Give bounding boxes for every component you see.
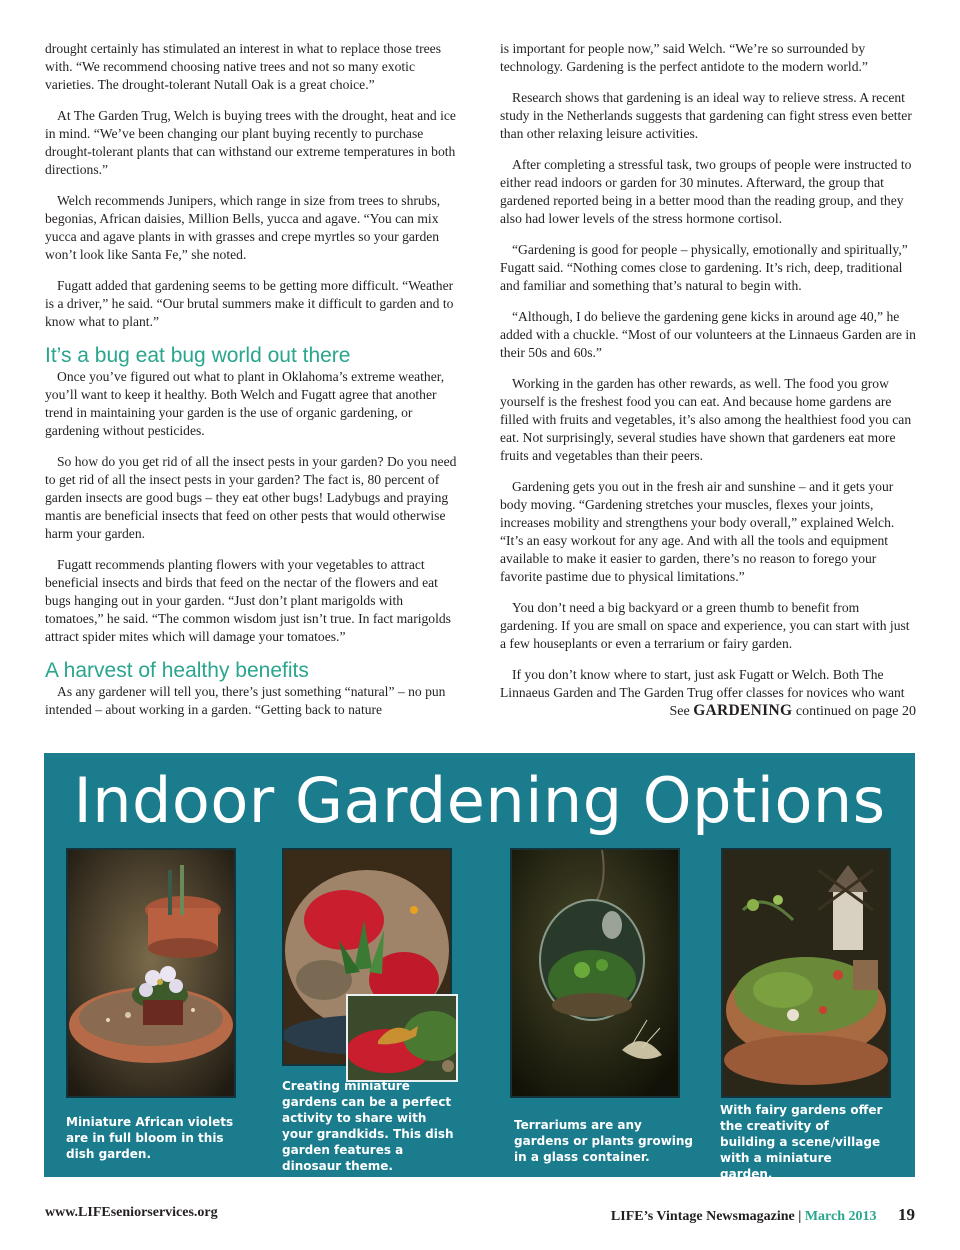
body-paragraph: Fugatt added that gardening seems to be getting more difficult. “Weather is a driver,” he said. “Our brutal summers make it difficult to garden and to know what to plant.” [45,278,454,329]
body-paragraph: As any gardener will tell you, there’s just something “natural” – no pun intended – about working in a garden. “Getting back to nature [45,684,446,717]
body-paragraph: Research shows that gardening is an ideal way to relieve stress. A recent study in the Netherlands suggests that gardening can fight stress even better than other relaxing leisure activities. [500,90,912,141]
section-heading: A harvest of healthy benefits [45,659,309,682]
panel-title: Indoor Gardening Options [73,764,886,837]
right-column [500,40,916,702]
body-paragraph: You don’t need a big backyard or a green thumb to benefit from gardening. If you are small on space and experience, you can start with just a few houseplants or even a terrarium or fairy garden. [500,600,910,651]
photo-caption: Creating miniature gardens can be a perfect activity to share with your grandkids. This dish garden features a dinosaur theme. [282,1079,454,1173]
left-column [45,40,460,719]
body-paragraph: So how do you get rid of all the insect pests in your garden? Do you need to get rid of all the insect pests in your garden? The fact is, 80 percent of garden insects are good bugs – they eat other bugs! Ladybugs and praying mantis are beneficial insects that feed on other pests that would otherwise harm your garden. [45,454,457,541]
body-paragraph: If you don’t know where to start, just ask Fugatt or Welch. Both The Linnaeus Garden and The Garden Trug offer classes for novices who want [500,667,905,700]
body-paragraph: Gardening gets you out in the fresh air and sunshine – and it gets your body moving. “Gardening stretches your muscles, flexes your joints, increases mobility and strengthens your body overall,” explained Welch. “It’s an easy workout for any age. And with all the tools and equipment available to make it easier to garden, there’s no reason to forego your favorite pastime due to physical limitations.” [500,479,895,584]
terrarium-photo [510,848,680,1098]
footer-website: www.LIFEseniorservices.org [45,1205,218,1220]
body-paragraph: After completing a stressful task, two groups of people were instructed to either read indoors or garden for 30 minutes. Afterward, the group that gardened reported being in a better mood than the reading group, and they also had lower levels of the stress hormone cortisol. [500,157,912,226]
fairy-garden-photo [721,848,891,1098]
body-paragraph: Welch recommends Junipers, which range in size from trees to shrubs, begonias, African daisies, Million Bells, yucca and agave. “You can mix yucca and agave plants in with grasses and crepe myrtles so your garden won’t look like Santa Fe,” she noted. [45,193,441,262]
photo-caption: Terrariums are any gardens or plants growing in a glass container. [514,1118,694,1164]
body-paragraph: Working in the garden has other rewards, as well. The food you grow yourself is the freshest food you can eat. And because home gardens are filled with fruits and vegetables, it’s also among the healthiest food you can eat. Not surprisingly, several studies have shown that gardeners eat more fruits and vegetables than their peers. [500,376,912,463]
photo-caption: With fairy gardens offer the creativity of building a scene/village with a miniature garden. [720,1103,883,1181]
body-paragraph: Once you’ve figured out what to plant in Oklahoma’s extreme weather, you’ll want to keep it healthy. Both Welch and Fugatt agree that another trend in maintaining your garden is the use of organic gardening, or gardening without pesticides. [45,369,445,438]
issue-month: March 2013 [804,1209,877,1224]
dinosaur-closeup-photo [346,994,458,1082]
body-paragraph: is important for people now,” said Welch. “We’re so surrounded by technology. Gardening is the perfect antidote to the modern world.” [500,41,868,74]
body-paragraph: “Although, I do believe the gardening gene kicks in around age 40,” he added with a chuckle. “Most of our volunteers at the Linnaeus Garden are in their 50s and 60s.” [500,309,916,360]
body-paragraph: At The Garden Trug, Welch is buying trees with the drought, heat and ice in mind. “We’ve been changing our plant buying recently to purchase drought-tolerant plants that can withstand our extreme temperatures in both directions.” [45,108,456,177]
publication-name: LIFE’s Vintage Newsmagazine | [610,1209,802,1224]
photo-caption: Miniature African violets are in full bloom in this dish garden. [66,1115,234,1161]
body-paragraph: Fugatt recommends planting flowers with your vegetables to attract beneficial insects and birds that feed on the nectar of the flowers and eat bugs hanging out in your garden. “Just don’t plant marigolds with tomatoes,” he said. “The common wisdom just isn’t true. In fact marigolds attract spider mites which will damage your tomatoes.” [45,557,451,644]
continued-notice [500,702,916,720]
body-paragraph: drought certainly has stimulated an interest in what to replace those trees with. “We recommend choosing native trees and not so many exotic varieties. The drought-tolerant Nutall Oak is a great choice.” [45,41,441,92]
body-paragraph: “Gardening is good for people – physically, emotionally and spiritually,” Fugatt said. “Nothing comes close to gardening. It’s rich, deep, traditional and familiar and something that’s natural to begin with. [500,242,908,293]
continued-see: See [669,704,690,719]
african-violets-photo [66,848,236,1098]
indoor-gardening-panel [44,753,915,1181]
section-heading: It’s a bug eat bug world out there [45,344,351,367]
continued-keyword: GARDENING [693,702,793,719]
footer-publication-info [611,1205,915,1225]
page-number: 19 [898,1205,915,1224]
continued-page: continued on page 20 [795,704,916,719]
